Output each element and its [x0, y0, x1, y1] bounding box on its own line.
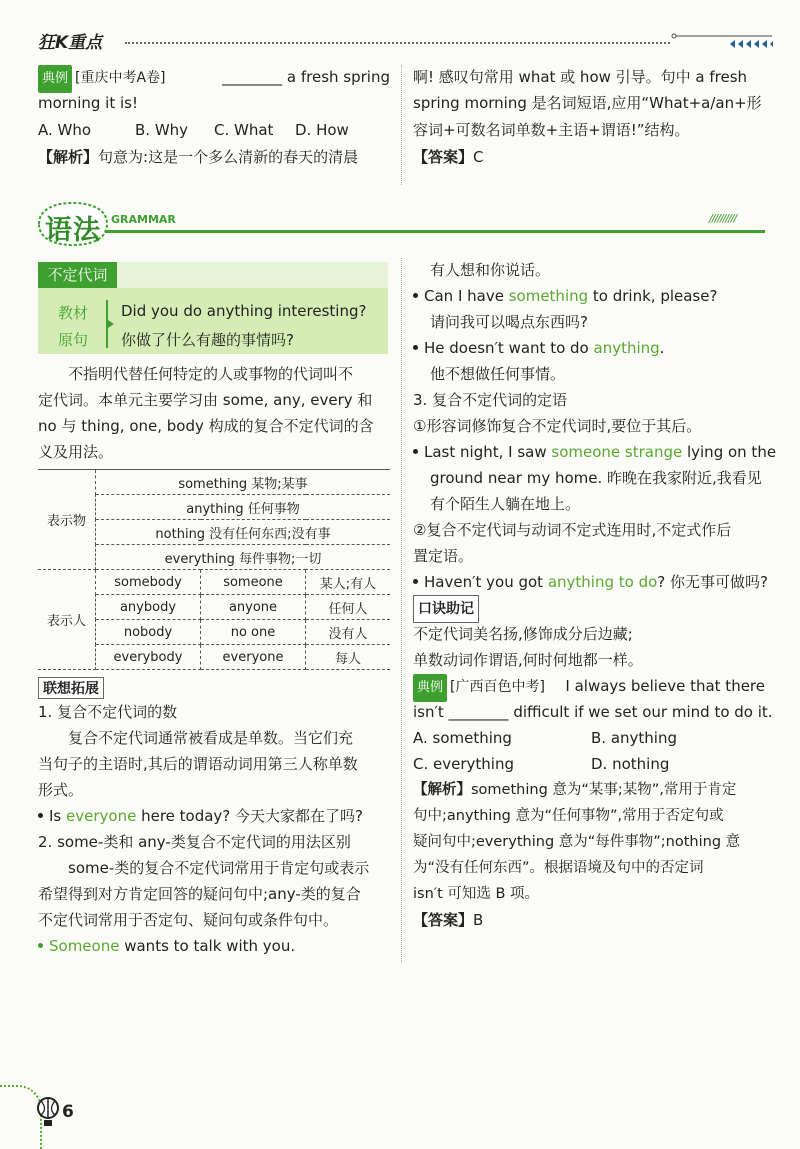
table-cell: somebody	[96, 570, 201, 595]
example-text: to drink, please?	[588, 287, 718, 305]
table-cell: nothing 没有任何东西;没有事	[96, 520, 391, 545]
balloon-icon	[36, 1097, 60, 1127]
p3-rule-1: ①形容词修饰复合不定代词时,要位于其后。	[413, 417, 702, 435]
example-4-zh: 他不想做任何事情。	[430, 365, 566, 383]
example-text: here today? 今天大家都在了吗?	[136, 807, 363, 825]
intro-line-1: 不指明代替任何特定的人或事物的代词叫不	[68, 365, 354, 383]
p2-title: 2. some-类和 any-类复合不定代词的用法区别	[38, 833, 351, 851]
table-cell: 没有人	[306, 620, 391, 645]
topic-box	[38, 262, 388, 354]
option-a: A. something	[413, 729, 512, 747]
divider-arrow-icon	[108, 320, 114, 328]
example-3-zh: 请问我可以喝点东西吗?	[430, 313, 588, 331]
p1-line-1: 复合不定代词通常被看成是单数。当它们充	[68, 729, 354, 747]
right-column	[413, 257, 777, 933]
main-column-divider	[401, 258, 402, 963]
question-line1: ________ a fresh spring	[222, 68, 390, 86]
options-row-1	[413, 725, 765, 751]
p3-title: 3. 复合不定代词的定语	[413, 391, 568, 409]
topic-title-shadow	[117, 262, 388, 288]
section-hatch-decoration: //////////	[709, 212, 737, 225]
expand-tag: 联想拓展	[38, 677, 104, 699]
example-5-line-2: ground near my home. 昨晚在我家附近,我看见	[430, 469, 762, 487]
bullet-icon	[413, 345, 418, 350]
topic-title-badge	[38, 262, 117, 288]
logo-text: 狂K重点	[38, 33, 103, 53]
intro-line-4: 义及用法。	[38, 443, 114, 461]
table-row	[38, 570, 390, 595]
example-4	[413, 335, 765, 361]
mnemonic-tag: 口诀助记	[413, 595, 479, 623]
example-2	[38, 933, 390, 959]
answer-tag: 【答案】	[413, 911, 474, 929]
table-cell: everyone	[201, 645, 306, 670]
highlight-text: everyone	[66, 807, 137, 825]
example-text: Is	[49, 807, 67, 825]
p3-rule-2-line-1: ②复合不定代词与动词不定式连用时,不定式作后	[413, 521, 732, 539]
example-text: wants to talk with you.	[119, 937, 296, 955]
example-tag: 典例	[38, 65, 72, 93]
table-cell: nobody	[96, 620, 201, 645]
question-text: I always believe that there	[565, 677, 765, 695]
options-row	[38, 117, 390, 144]
textbook-label-1: 教材	[58, 304, 89, 322]
top-right-block	[413, 64, 765, 171]
example-1	[38, 803, 390, 829]
bullet-icon	[38, 943, 43, 948]
analysis-right-line2: spring morning 是名词短语,应用“What+a/an+形	[413, 94, 762, 112]
intro-paragraph	[38, 361, 390, 465]
example-text: .	[659, 339, 665, 357]
example-question-line-1	[413, 673, 765, 699]
example-source: [广西百色中考]	[450, 679, 545, 695]
option-a: A. Who	[38, 121, 92, 139]
example-5-line-3: 有个陌生人躺在地上。	[430, 495, 581, 513]
highlight-text: Someone	[49, 937, 120, 955]
table-cell: anybody	[96, 595, 201, 620]
section-subtitle: GRAMMAR	[111, 213, 176, 226]
example-3	[413, 283, 765, 309]
option-b: B. anything	[591, 729, 677, 747]
textbook-sentence-en: Did you do anything interesting?	[121, 302, 367, 320]
table-cell: anyone	[201, 595, 306, 620]
pronoun-table	[38, 469, 390, 670]
highlight-text: someone strange	[551, 443, 683, 461]
example-5	[413, 439, 777, 465]
textbook-sentence-zh: 你做了什么有趣的事情吗?	[121, 331, 294, 349]
analysis-text: something 意为“某事;某物”,常用于肯定	[471, 782, 737, 798]
section-header	[33, 200, 768, 250]
section-title: 语法	[45, 215, 101, 246]
example-text: ? 你无事可做吗?	[657, 573, 768, 591]
highlight-text: something	[508, 287, 589, 305]
answer-value: B	[473, 911, 484, 929]
example-source: [重庆中考A卷]	[75, 70, 166, 86]
example-text: lying on the	[682, 443, 777, 461]
analysis-line-3: 疑问句中;everything 意为“每件事物”;nothing 意	[413, 834, 741, 850]
section-underline	[105, 230, 765, 233]
header-dotted-line	[125, 42, 670, 44]
mnemonic-line-1: 不定代词美名扬,修饰成分后边藏;	[413, 625, 633, 643]
analysis-line-4: 为“没有任何东西”。根据语境及句中的否定词	[413, 860, 704, 876]
analysis-tag: 【解析】	[38, 148, 99, 166]
option-d: D. nothing	[591, 755, 670, 773]
table-cell: everything 每件事物;一切	[96, 545, 391, 570]
row-label-things: 表示物	[38, 470, 96, 570]
left-column	[38, 262, 390, 959]
example-text: Can I have	[424, 287, 509, 305]
answer-value: C	[473, 148, 484, 166]
analysis-right-line3: 容词+可数名词单数+主语+谓语!”结构。	[413, 121, 690, 139]
analysis-right-line1: 啊! 感叹句常用 what 或 how 引导。句中 a fresh	[413, 68, 748, 86]
table-cell: no one	[201, 620, 306, 645]
analysis-line-2: 句中;anything 意为“任何事物”,常用于否定句或	[413, 808, 724, 824]
top-left-block	[38, 64, 390, 171]
p1-line-3: 形式。	[38, 781, 84, 799]
example-2-zh: 有人想和你说话。	[430, 261, 551, 279]
table-row	[38, 470, 390, 495]
highlight-text: anything to do	[547, 573, 658, 591]
textbook-label-2: 原句	[58, 331, 89, 349]
page-number: 6	[62, 1102, 74, 1122]
header-arrows-icon	[668, 32, 773, 48]
table-cell: something 某物;某事	[96, 470, 391, 495]
p2-line-1: some-类的复合不定代词常用于肯定句或表示	[68, 859, 370, 877]
table-cell: everybody	[96, 645, 201, 670]
example-tag: 典例	[413, 674, 447, 702]
row-label-people: 表示人	[38, 570, 96, 670]
analysis-line-1	[413, 777, 765, 803]
topic-title: 不定代词	[47, 266, 108, 284]
example-text: Haven′t you got	[424, 573, 548, 591]
option-c: C. What	[214, 121, 274, 139]
answer-tag: 【答案】	[413, 148, 474, 166]
bullet-icon	[38, 813, 43, 818]
header-logo	[38, 28, 102, 54]
p1-title: 1. 复合不定代词的数	[38, 703, 178, 721]
table-cell: 任何人	[306, 595, 391, 620]
option-d: D. How	[295, 121, 349, 139]
analysis-line-5: isn′t 可知选 B 项。	[413, 886, 540, 902]
top-column-divider	[401, 65, 402, 185]
question-line2: morning it is!	[38, 94, 138, 112]
example-question-line-2: isn′t ________ difficult if we set our mind to do it.	[413, 703, 773, 721]
intro-line-3: no 与 thing, one, body 构成的复合不定代词的含	[38, 417, 374, 435]
option-b: B. Why	[135, 121, 189, 139]
bullet-icon	[413, 449, 418, 454]
example-6	[413, 569, 768, 595]
p2-line-2: 希望得到对方肯定回答的疑问句中;any-类的复合	[38, 885, 361, 903]
p1-line-2: 当句子的主语时,其后的谓语动词用第三人称单数	[38, 755, 358, 773]
highlight-text: anything	[593, 339, 660, 357]
option-c: C. everything	[413, 755, 514, 773]
mnemonic-line-2: 单数动词作谓语,何时何地都一样。	[413, 651, 643, 669]
example-text: Last night, I saw	[424, 443, 552, 461]
analysis-line1: 句意为:这是一个多么清新的春天的清晨	[98, 148, 359, 166]
p2-line-3: 不定代词常用于否定句、疑问句或条件句中。	[38, 911, 339, 929]
bullet-icon	[413, 579, 418, 584]
table-cell: 某人;有人	[306, 570, 391, 595]
table-cell: someone	[201, 570, 306, 595]
options-row-2	[413, 751, 765, 777]
answer-row	[413, 907, 765, 933]
example-text: He doesn′t want to do	[424, 339, 594, 357]
analysis-tag: 【解析】	[413, 782, 471, 798]
p3-rule-2-line-2: 置定语。	[413, 547, 474, 565]
intro-line-2: 定代词。本单元主要学习由 some, any, every 和	[38, 391, 373, 409]
table-cell: anything 任何事物	[96, 495, 391, 520]
bullet-icon	[413, 293, 418, 298]
table-cell: 每人	[306, 645, 391, 670]
